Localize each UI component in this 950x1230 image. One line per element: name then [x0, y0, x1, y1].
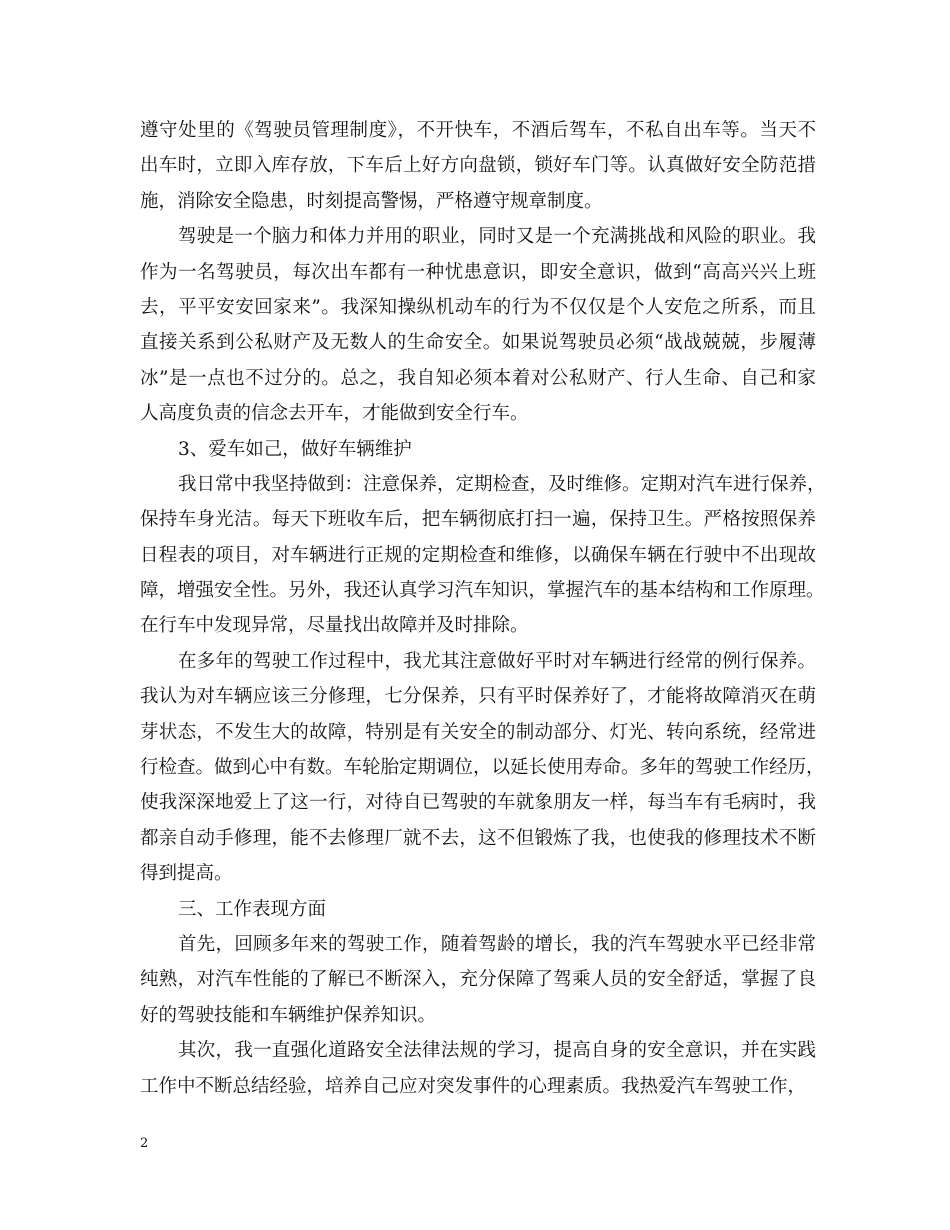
page-number: 2	[140, 1136, 149, 1151]
text-line: 得到提高。	[140, 863, 233, 885]
text-line: 行检查。做到心中有数。车轮胎定期调位，以延长使用寿命。多年的驾驶工作经历，	[140, 757, 825, 779]
paragraph	[140, 1033, 816, 1104]
text-line: 纯熟，对汽车性能的了解已不断深入，充分保障了驾乘人员的安全舒适，掌握了良	[140, 969, 816, 991]
paragraph	[140, 927, 816, 1033]
text-line: 出车时，立即入库存放，下车后上好方向盘锁，锁好车门等。认真做好安全防范措	[140, 155, 816, 177]
text-line: 在行车中发现异常，尽量找出故障并及时排除。	[140, 615, 529, 637]
text-line: 我认为对车辆应该三分修理，七分保养，只有平时保养好了，才能将故障消灭在萌	[140, 686, 816, 708]
text-line: 人高度负责的信念去开车，才能做到安全行车。	[140, 403, 529, 425]
text-line: 好的驾驶技能和车辆维护保养知识。	[140, 1004, 437, 1026]
text-line: 日程表的项目，对车辆进行正规的定期检查和维修，以确保车辆在行驶中不出现故	[140, 544, 816, 566]
text-line: 工作中不断总结经验，培养自己应对突发事件的心理素质。我热爱汽车驾驶工作，	[140, 1075, 807, 1097]
text-line: 3、爱车如己，做好车辆维护	[178, 438, 412, 460]
paragraph	[140, 219, 816, 431]
text-line: 障，增强安全性。另外，我还认真学习汽车知识，掌握汽车的基本结构和工作原理。	[140, 580, 825, 602]
text-line: 使我深深地爱上了这一行，对待自已驾驶的车就象朋友一样，每当车有毛病时，我	[140, 792, 816, 814]
text-line: 遵守处里的《驾驶员管理制度》，不开快车，不酒后驾车，不私自出车等。当天不	[140, 120, 816, 141]
paragraph	[140, 644, 825, 892]
text-line: 作为一名驾驶员，每次出车都有一种忧患意识，即安全意识，做到“高高兴兴上班	[140, 261, 816, 283]
text-line: 直接关系到公私财产及无数人的生命安全。如果说驾驶员必须“战战兢兢，步履薄	[140, 332, 816, 354]
text-line: 冰”是一点也不过分的。总之，我自知必须本着对公私财产、行人生命、自己和家	[140, 367, 816, 389]
text-line: 首先，回顾多年来的驾驶工作，随着驾龄的增长，我的汽车驾驶水平已经非常	[178, 933, 816, 955]
text-line: 在多年的驾驶工作过程中，我尤其注意做好平时对车辆进行经常的例行保养。	[178, 650, 816, 672]
text-line: 施，消除安全隐患，时刻提高警惕，严格遵守规章制度。	[140, 190, 603, 212]
text-line: 都亲自动手修理，能不去修理厂就不去，这不但锻炼了我，也使我的修理技术不断	[140, 827, 816, 849]
paragraph	[140, 432, 816, 467]
text-line: 我日常中我坚持做到：注意保养，定期检查，及时维修。定期对汽车进行保养，	[178, 473, 826, 495]
document-body	[140, 113, 826, 1104]
text-line: 芽状态，不发生大的故障，特别是有关安全的制动部分、灯光、转向系统，经常进	[140, 721, 816, 743]
text-line: 去，平平安安回家来”。我深知操纵机动车的行为不仅仅是个人安危之所系，而且	[140, 296, 816, 318]
text-line: 驾驶是一个脑力和体力并用的职业，同时又是一个充满挑战和风险的职业。我	[178, 226, 816, 248]
text-line: 三、工作表现方面	[178, 898, 327, 920]
text-line: 其次，我一直强化道路安全法律法规的学习，提高自身的安全意识，并在实践	[178, 1040, 816, 1062]
text-line: 保持车身光洁。每天下班收车后，把车辆彻底打扫一遍，保持卫生。严格按照保养	[140, 509, 816, 531]
paragraph	[140, 467, 826, 644]
paragraph	[140, 892, 816, 927]
paragraph	[140, 113, 816, 219]
